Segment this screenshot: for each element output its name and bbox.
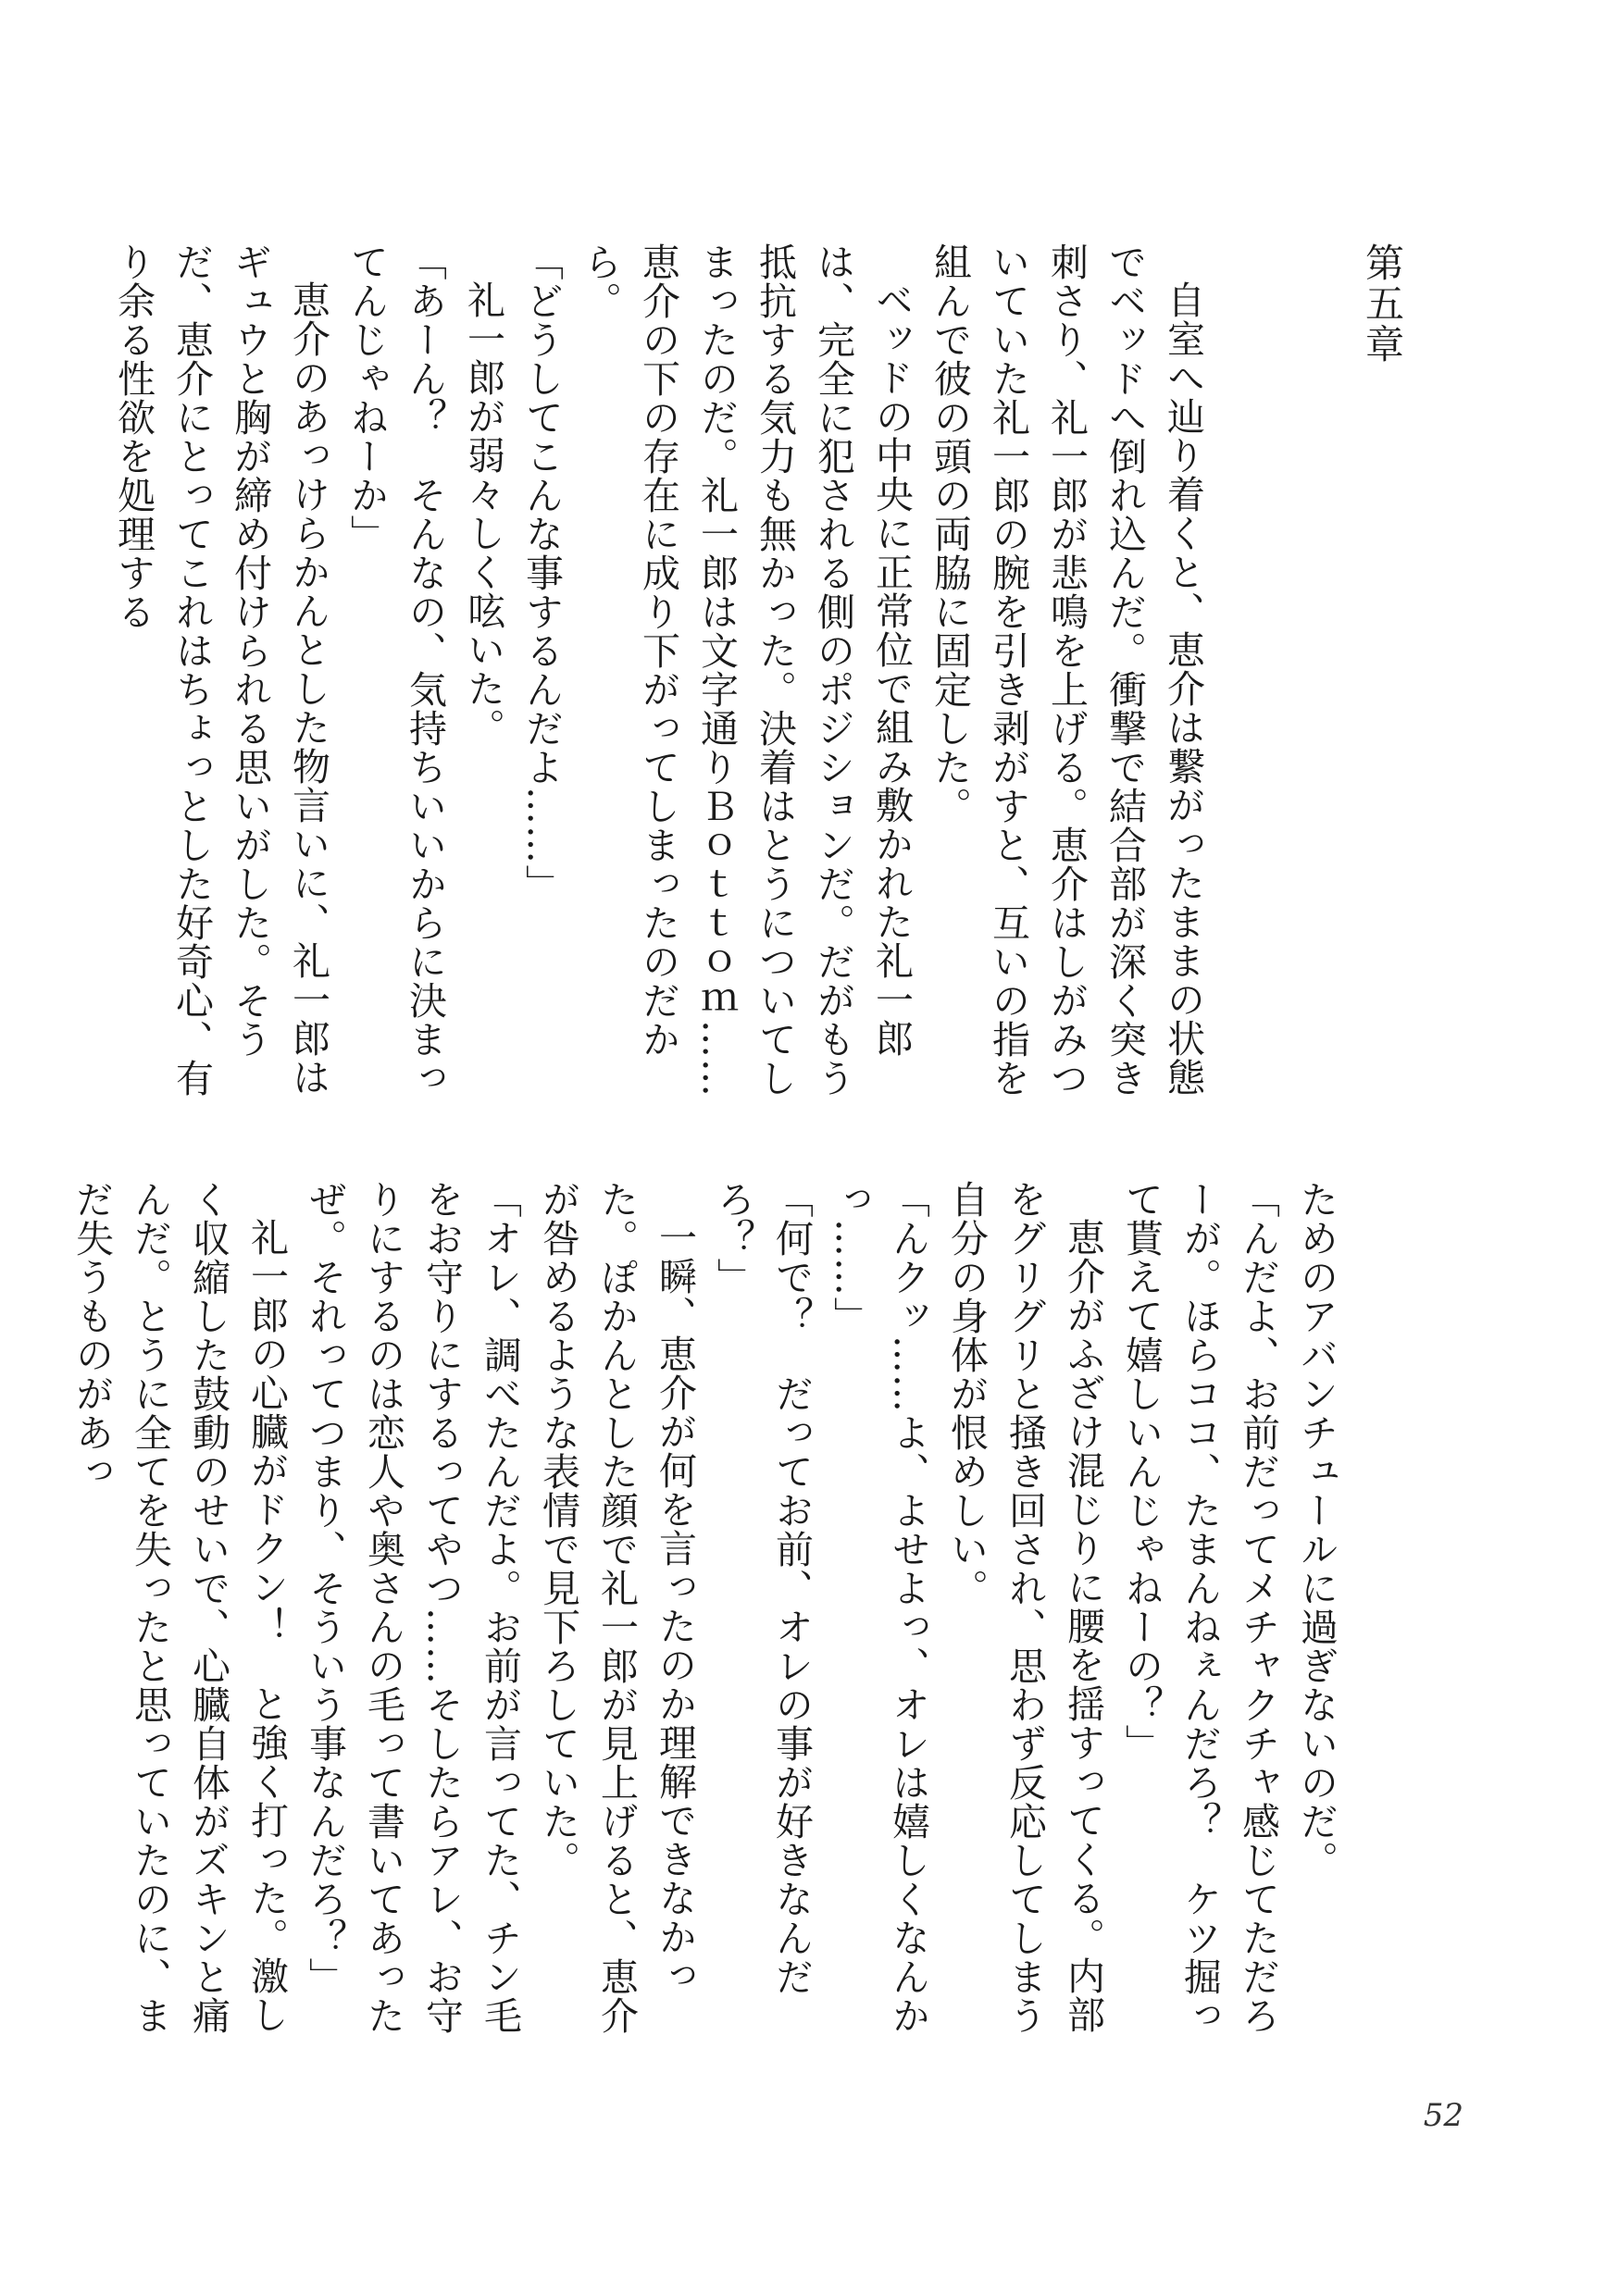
paragraph: ベッドの中央に正常位で組み敷かれた礼一郎は、完全に犯される側のポジションだ。だがもう抵抗する気力も無かった。決着はとうについてしまったのだ。礼一郎は文字通りＢｏｔｔｏｍ……恵介の下の存在に成り下がってしまったのだから。 — [578, 242, 914, 1098]
paragraph: 「何で？ だってお前、オレの事が好きなんだろ？」 — [711, 1180, 814, 1996]
paragraph: 恵介がふざけ混じりに腰を揺すってくる。内部をグリグリと掻き回され、思わず反応してしまう自分の身体が恨めしい。 — [944, 1180, 1105, 2035]
chapter-title: 第五章 — [1360, 242, 1405, 365]
paragraph: 一瞬、恵介が何を言ったのか理解できなかった。ぽかんとした顔で礼一郎が見上げると、恵介が咎めるような表情で見下ろしていた。 — [536, 1180, 697, 2035]
paragraph: 「オレ、調べたんだよ。お前が言ってた、チン毛をお守りにするってやつ……そしたらアレ、お守りにするのは恋人や奥さんの毛って書いてあったぜ。それってつまり、そういう事なんだろ？」 — [303, 1180, 522, 2035]
paragraph: ためのアバンチュールに過ぎないのだ。 — [1294, 1180, 1339, 1880]
paragraph: 礼一郎が弱々しく呟いた。 — [461, 280, 505, 747]
paragraph: 恵介のあっけらかんとした物言いに、礼一郎はギュウと胸が締め付けられる思いがした。そうだ、恵介にとってこれはちょっとした好奇心、有り余る性欲を処理する — [111, 242, 330, 1098]
paragraph: 自室へ辿り着くと、恵介は繋がったままの状態でベッドへ倒れ込んだ。衝撃で結合部が深く突き刺さり、礼一郎が悲鳴を上げる。恵介はしがみついていた礼一郎の腕を引き剥がすと、互いの指を組んで彼の頭の両脇に固定した。 — [928, 242, 1205, 1098]
paragraph: 「どうしてこんな事するんだよ……」 — [519, 242, 564, 903]
paragraph: 礼一郎の心臓がドクン！ と強く打った。激しく収縮した鼓動のせいで、心臓自体がズキンと痛んだ。とうに全てを失ったと思っていたのに、まだ失うものがあっ — [69, 1180, 289, 2035]
paragraph: 「んだよ、お前だってメチャクチャ感じてただろーが。ほらココ、たまんねぇんだろ？ ケツ掘って貰えて嬉しいんじゃねーの？」 — [1119, 1180, 1280, 2035]
paragraph: 「あーん？ そんなの、気持ちいいからに決まってんじゃねーか」 — [344, 242, 447, 1098]
paragraph: 「んクッ……よ、よせよっ、オレは嬉しくなんかっ……」 — [828, 1180, 930, 2035]
page-number: 52 — [1423, 2097, 1463, 2134]
text-block-top — [104, 242, 1212, 1122]
text-block-bottom — [62, 1180, 1345, 2059]
